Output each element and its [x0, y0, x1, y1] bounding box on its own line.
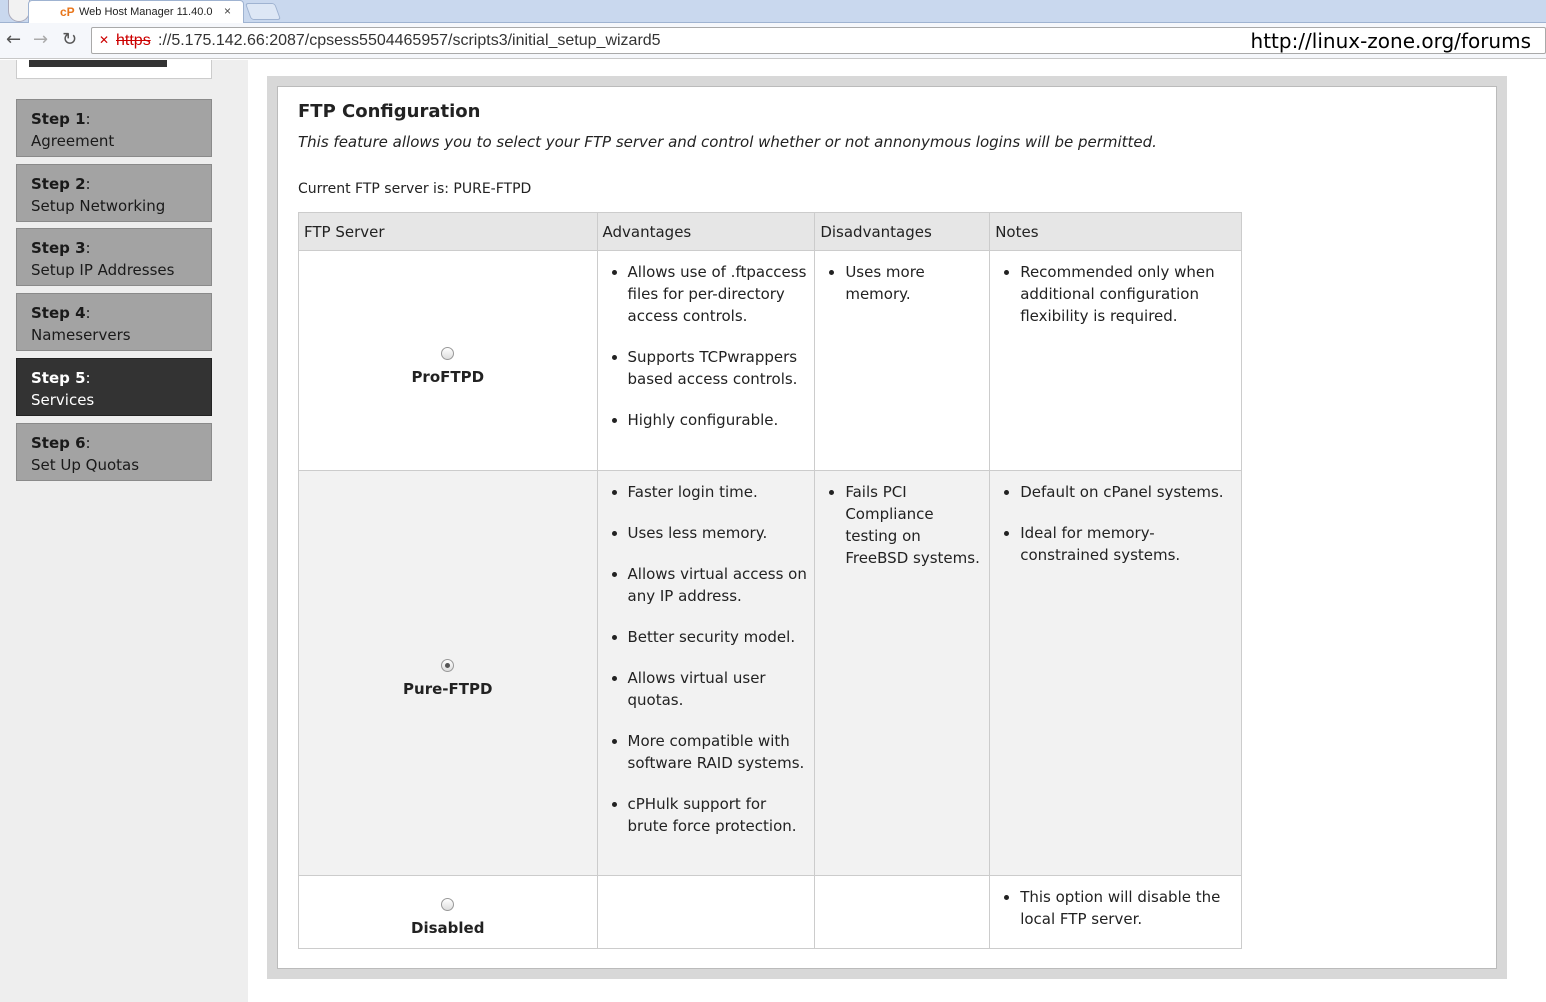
- list-item: • Uses more memory.: [845, 261, 984, 305]
- server-select-cell[interactable]: [299, 251, 598, 471]
- list-item: • Allows virtual access on any IP address.: [628, 563, 810, 607]
- step-number: Step 3: [31, 239, 86, 257]
- content-panel: [277, 86, 1497, 969]
- disadvantages-cell: [815, 876, 990, 949]
- advantages-list: [603, 481, 810, 837]
- column-header: FTP Server: [299, 213, 598, 251]
- page: [0, 60, 1546, 1002]
- step-number: Step 6: [31, 434, 86, 452]
- list-item: • Allows use of .ftpaccess files for per-directory access controls.: [628, 261, 810, 327]
- sidebar-step-1[interactable]: Step 1: Agreement: [16, 99, 212, 157]
- server-name: Disabled: [411, 919, 485, 937]
- column-header: Notes: [990, 213, 1242, 251]
- advantages-cell: [597, 876, 815, 949]
- sidebar-step-2[interactable]: Step 2: Setup Networking: [16, 164, 212, 222]
- list-item: • Fails PCI Compliance testing on FreeBSD systems.: [845, 481, 984, 569]
- step-label: Agreement: [31, 132, 115, 150]
- server-radio[interactable]: [441, 347, 454, 360]
- reload-icon[interactable]: ↻: [62, 29, 78, 50]
- table-row: [299, 471, 1242, 876]
- list-item: • cPHulk support for brute force protection.: [628, 793, 810, 837]
- advantages-cell: [597, 251, 815, 471]
- disadvantages-cell: [815, 251, 990, 471]
- list-item: • Faster login time.: [628, 481, 810, 503]
- notes-list: [995, 261, 1236, 327]
- list-item: • Default on cPanel systems.: [1020, 481, 1236, 503]
- wizard-sidebar: [0, 60, 248, 1002]
- sidebar-step-5[interactable]: Step 5: Services: [16, 358, 212, 416]
- notes-cell: [990, 251, 1242, 471]
- watermark-text: http://linux-zone.org/forums: [1250, 29, 1531, 53]
- server-select-cell[interactable]: [299, 471, 598, 876]
- cpanel-logo-icon: cP: [60, 5, 75, 19]
- content-frame: [267, 76, 1507, 979]
- step-number: Step 4: [31, 304, 86, 322]
- step-number: Step 1: [31, 110, 86, 128]
- notes-cell: [990, 471, 1242, 876]
- current-server-text: Current FTP server is: PURE-FTPD: [298, 181, 532, 197]
- server-radio[interactable]: [441, 659, 454, 672]
- sidebar-step-4[interactable]: Step 4: Nameservers: [16, 293, 212, 351]
- advantages-cell: [597, 471, 815, 876]
- browser-tab[interactable]: [28, 0, 244, 23]
- step-number: Step 5: [31, 369, 86, 387]
- step-label: Set Up Quotas: [31, 456, 140, 474]
- profile-icon[interactable]: [8, 0, 30, 22]
- url-scheme: https: [116, 32, 151, 49]
- ftp-server-table: [298, 212, 1242, 949]
- server-radio[interactable]: [441, 898, 454, 911]
- browser-tab-bar: [0, 0, 1546, 23]
- server-name: Pure-FTPD: [403, 680, 493, 698]
- list-item: • More compatible with software RAID systems.: [628, 730, 810, 774]
- list-item: • Uses less memory.: [628, 522, 810, 544]
- sidebar-step-3[interactable]: Step 3: Setup IP Addresses: [16, 228, 212, 286]
- notes-list: [995, 886, 1236, 930]
- table-header-row: [299, 213, 1242, 251]
- url-text: ://5.175.142.66:2087/cpsess5504465957/scripts3/initial_setup_wizard5: [158, 32, 661, 49]
- new-tab-button[interactable]: [245, 3, 281, 20]
- step-label: Setup Networking: [31, 197, 166, 215]
- server-name: ProFTPD: [411, 367, 485, 386]
- forward-icon[interactable]: →: [33, 29, 49, 50]
- tab-title: Web Host Manager 11.40.0: [79, 6, 213, 18]
- column-header: Disadvantages: [815, 213, 990, 251]
- step-number: Step 2: [31, 175, 86, 193]
- list-item: • Better security model.: [628, 626, 810, 648]
- advantages-list: [603, 261, 810, 431]
- list-item: • This option will disable the local FTP server.: [1020, 886, 1236, 930]
- insecure-lock-icon[interactable]: ✕: [99, 33, 110, 47]
- sidebar-header-box: [16, 60, 212, 79]
- list-item: • Supports TCPwrappers based access controls.: [628, 346, 810, 390]
- step-label: Setup IP Addresses: [31, 261, 175, 279]
- notes-cell: [990, 876, 1242, 949]
- disadvantages-list: [820, 481, 984, 569]
- list-item: • Allows virtual user quotas.: [628, 667, 810, 711]
- back-icon[interactable]: ←: [6, 29, 22, 50]
- list-item: • Recommended only when additional configuration flexibility is required.: [1020, 261, 1236, 327]
- close-tab-icon[interactable]: ×: [224, 4, 232, 18]
- notes-list: [995, 481, 1236, 566]
- list-item: • Highly configurable.: [628, 409, 810, 431]
- list-item: • Ideal for memory-constrained systems.: [1020, 522, 1236, 566]
- address-bar[interactable]: [91, 27, 1546, 54]
- disadvantages-list: [820, 261, 984, 305]
- page-description: This feature allows you to select your FTP server and control whether or not annonymous logins will be permitted.: [298, 133, 1157, 151]
- server-select-cell[interactable]: [299, 876, 598, 949]
- step-label: Services: [31, 391, 95, 409]
- column-header: Advantages: [597, 213, 815, 251]
- step-label: Nameservers: [31, 326, 131, 344]
- sidebar-step-6[interactable]: Step 6: Set Up Quotas: [16, 423, 212, 481]
- page-title: FTP Configuration: [298, 101, 481, 122]
- table-row: [299, 876, 1242, 949]
- table-row: [299, 251, 1242, 471]
- browser-toolbar: [0, 23, 1546, 59]
- disadvantages-cell: [815, 471, 990, 876]
